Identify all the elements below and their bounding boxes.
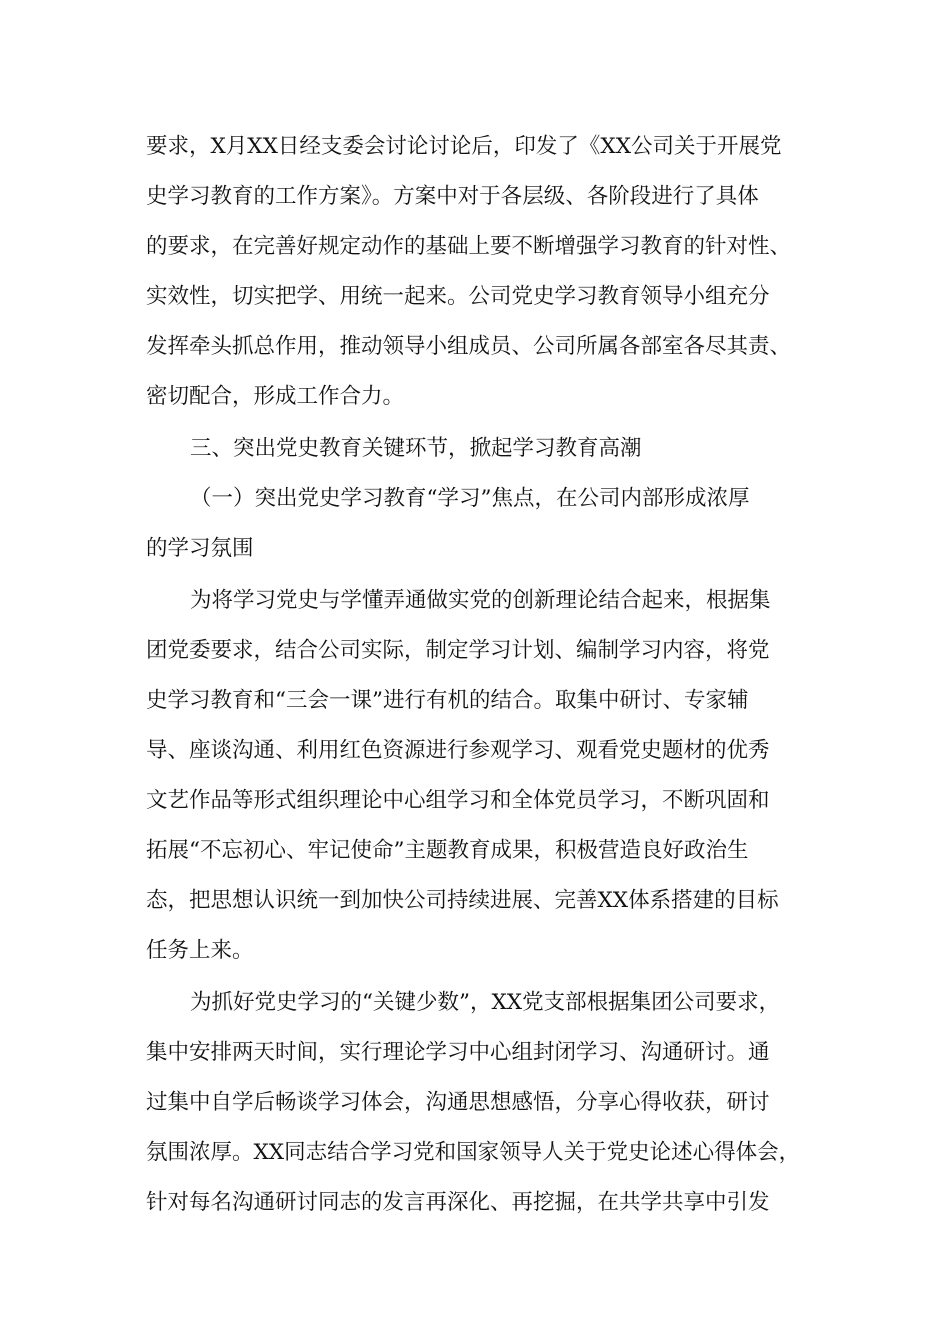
text-line: 文艺作品等形式组织理论中心组学习和全体党员学习，不断巩固和 bbox=[146, 788, 770, 813]
text-line: 导、座谈沟通、利用红色资源进行参观学习、观看党史题材的优秀 bbox=[146, 738, 770, 763]
text-line: 为抓好党史学习的“关键少数”，XX党支部根据集团公司要求， bbox=[190, 990, 781, 1015]
subsection-heading: （一）突出党史学习教育“学习”焦点，在公司内部形成浓厚 bbox=[190, 486, 750, 511]
text-line: 过集中自学后畅谈学习体会，沟通思想感悟，分享心得收获，研讨 bbox=[146, 1090, 770, 1115]
text-line: 史学习教育的工作方案》。方案中对于各层级、各阶段进行了具体 bbox=[146, 184, 759, 209]
text-line: 密切配合，形成工作合力。 bbox=[146, 384, 405, 409]
text-line: 发挥牵头抓总作用，推动领导小组成员、公司所属各部室各尽其责、 bbox=[146, 334, 792, 359]
text-line: 针对每名沟通研讨同志的发言再深化、再挖掘，在共学共享中引发 bbox=[146, 1190, 770, 1215]
text-line: 要求，X月XX日经支委会讨论讨论后，印发了《XX公司关于开展党 bbox=[146, 134, 782, 159]
section-heading: 三、突出党史教育关键环节，掀起学习教育高潮 bbox=[190, 436, 642, 461]
text-line: 任务上来。 bbox=[146, 938, 254, 963]
subsection-heading-cont: 的学习氛围 bbox=[146, 536, 254, 561]
text-line: 团党委要求，结合公司实际，制定学习计划、编制学习内容，将党 bbox=[146, 638, 770, 663]
text-line: 氛围浓厚。XX同志结合学习党和国家领导人关于党史论述心得体会， bbox=[146, 1140, 801, 1165]
text-line: 史学习教育和“三会一课”进行有机的结合。取集中研讨、专家辅 bbox=[146, 688, 749, 713]
text-line: 为将学习党史与学懂弄通做实党的创新理论结合起来，根据集 bbox=[190, 588, 771, 613]
text-line: 态，把思想认识统一到加快公司持续进展、完善XX体系搭建的目标 bbox=[146, 888, 779, 913]
text-line: 的要求，在完善好规定动作的基础上要不断增强学习教育的针对性、 bbox=[146, 234, 792, 259]
text-line: 集中安排两天时间，实行理论学习中心组封闭学习、沟通研讨。通 bbox=[146, 1040, 770, 1065]
text-line: 实效性，切实把学、用统一起来。公司党史学习教育领导小组充分 bbox=[146, 284, 770, 309]
text-line: 拓展“不忘初心、牢记使命”主题教育成果，积极营造良好政治生 bbox=[146, 838, 749, 863]
